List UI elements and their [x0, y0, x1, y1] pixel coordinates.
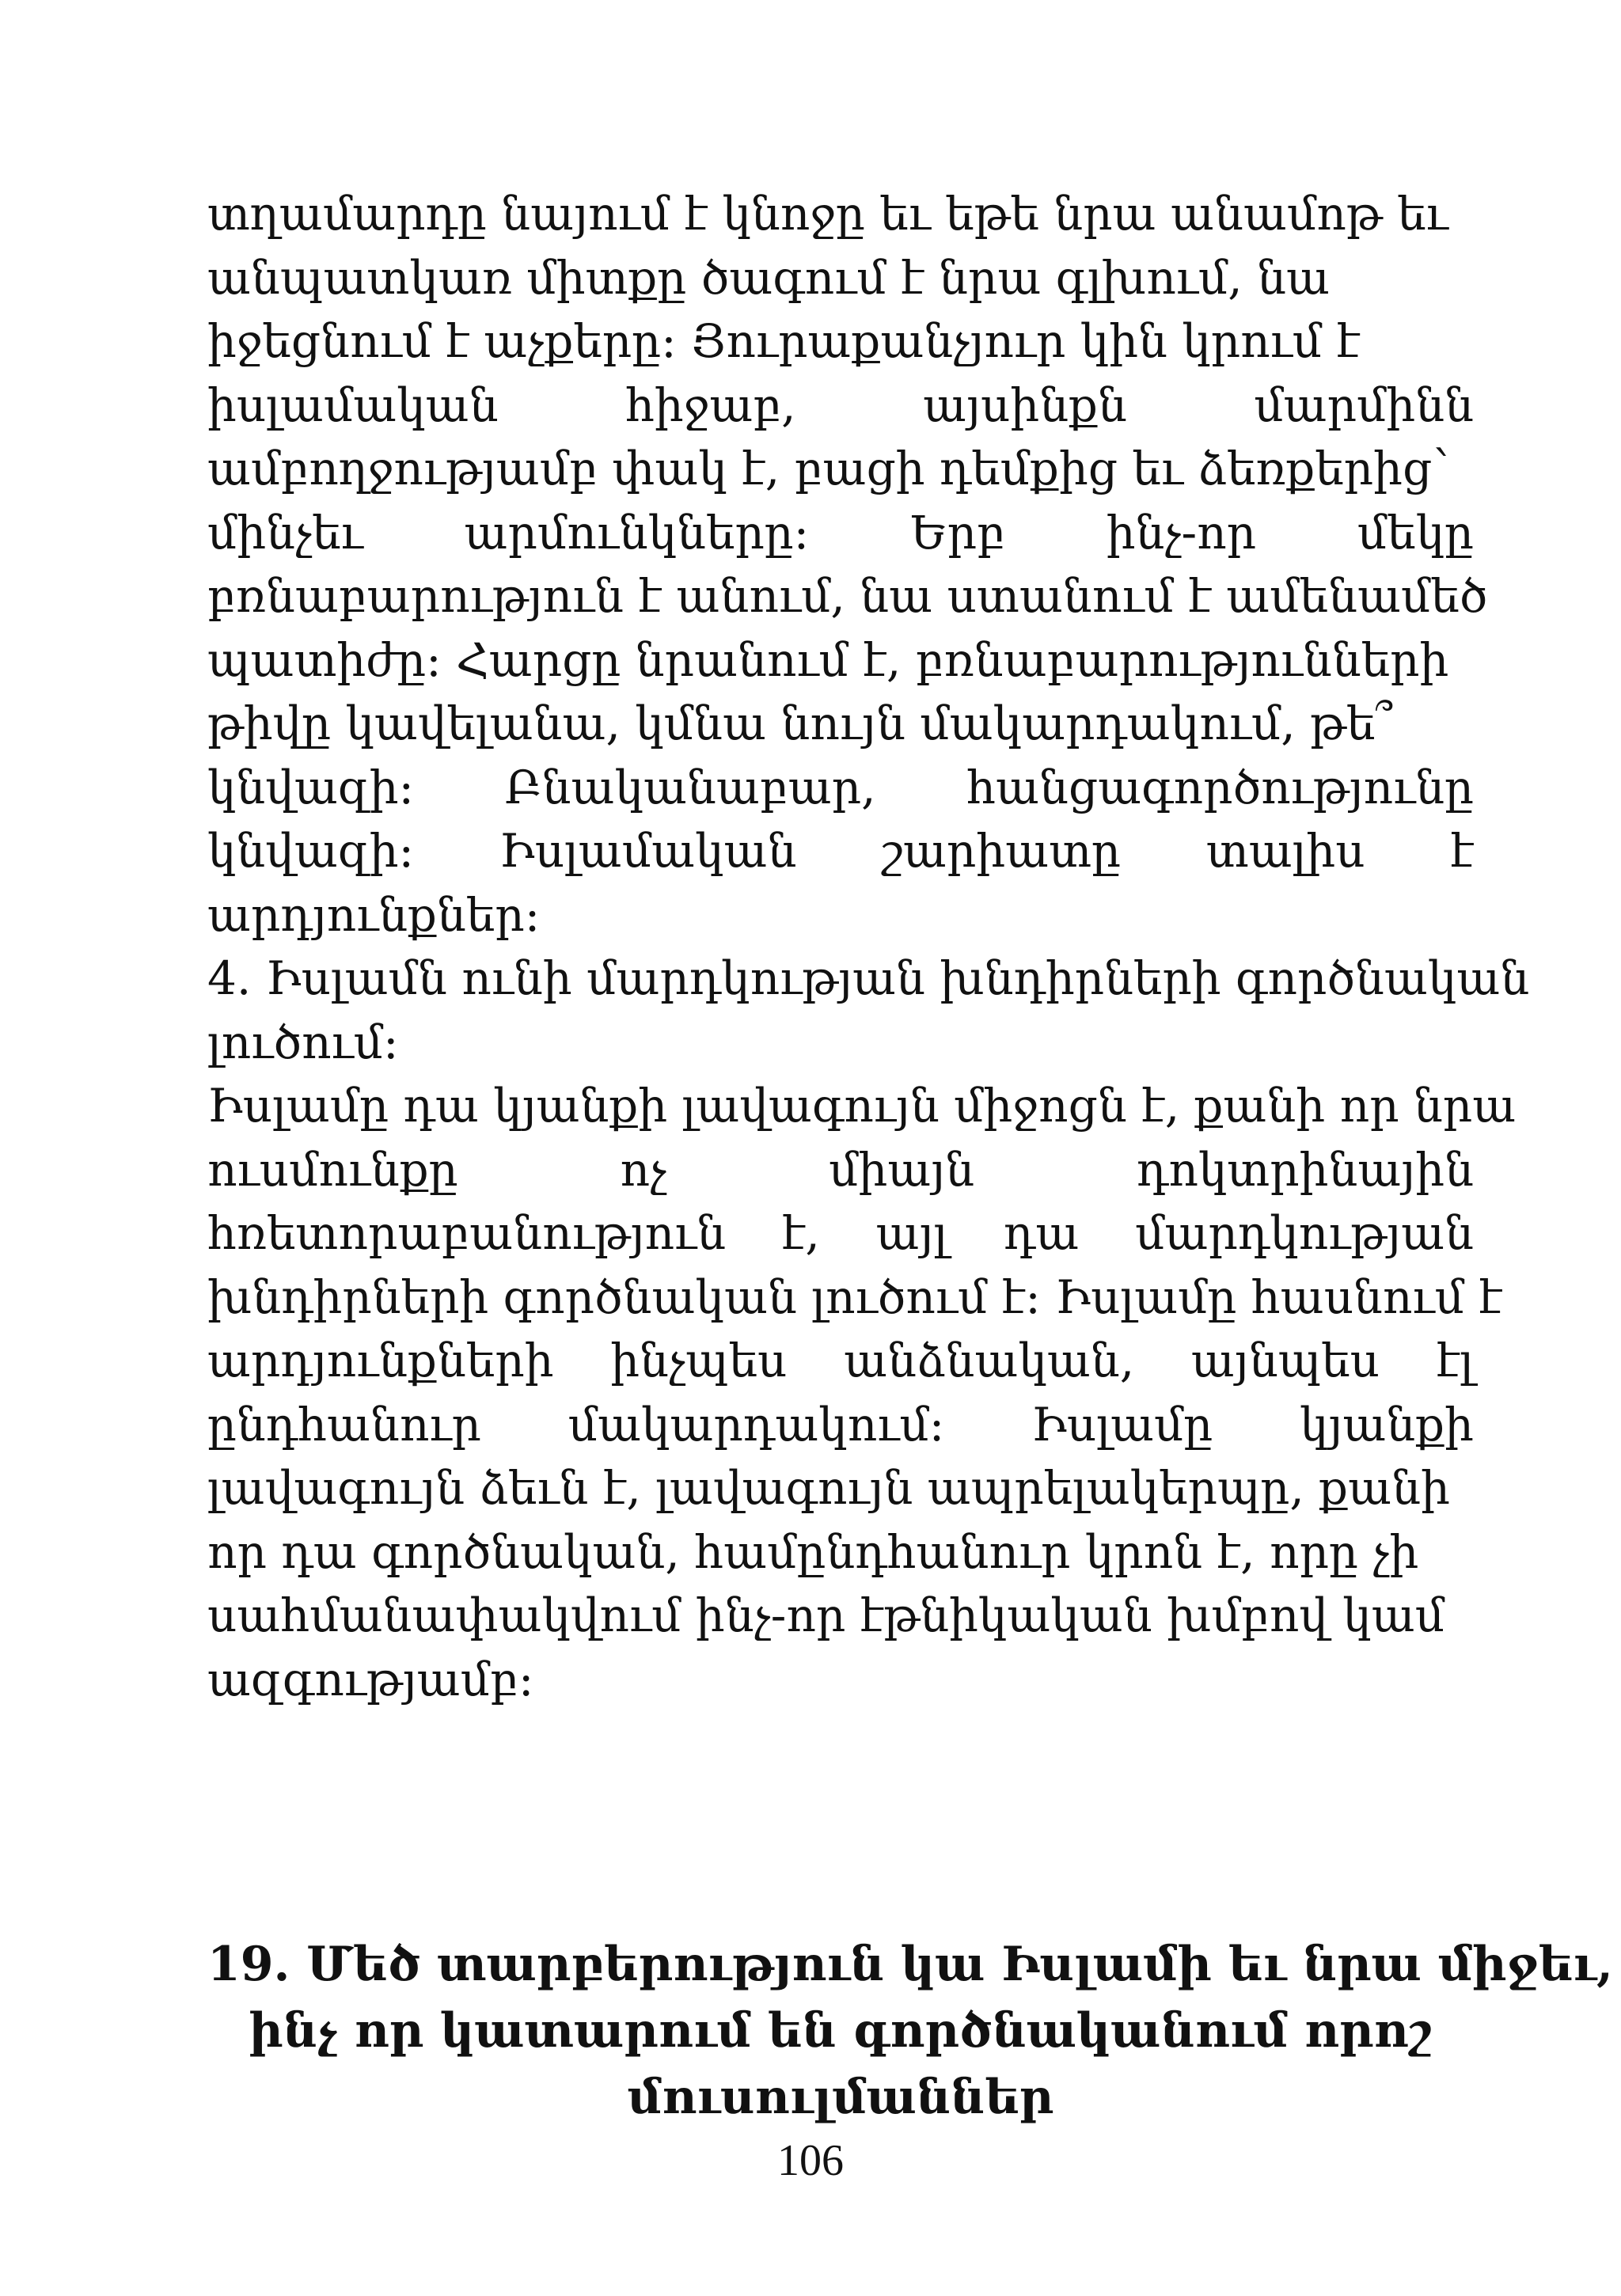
word: կյանքի — [1300, 1397, 1474, 1452]
word: մակարդակում: — [568, 1397, 945, 1452]
word: անձնական, — [844, 1334, 1135, 1387]
text-line — [207, 1201, 1474, 1266]
word: ուսմունքը — [207, 1142, 458, 1197]
word: Բնականաբար, — [504, 760, 876, 814]
word: հիջաբ, — [625, 378, 796, 432]
text-line: բռնաբարություն է անում, նա ստանում է ամենամեծ — [207, 569, 1488, 623]
word: ոչ — [620, 1142, 667, 1197]
text-line — [207, 374, 1474, 438]
word: այսինքն — [923, 378, 1127, 432]
word: հանցագործությունը — [966, 760, 1474, 814]
word: կնվազի: — [207, 760, 415, 814]
text-line: 4. Իսլամն ունի մարդկության խնդիրների գործնական — [207, 951, 1530, 1005]
text-line: պատիժը: Հարցը նրանում է, բռնաբարությունների — [207, 632, 1449, 687]
word: կնվազի: — [207, 824, 415, 878]
text-line: ազգությամբ: — [207, 1652, 534, 1706]
word: Երբ — [909, 505, 1005, 560]
word: մարդկության — [1135, 1206, 1474, 1260]
word: մինչեւ — [207, 505, 363, 560]
body-text — [207, 182, 1530, 1711]
word: դոկտրինային — [1137, 1142, 1474, 1197]
text-line: թիվը կավելանա, կմնա նույն մակարդակում, թե՞ — [207, 696, 1393, 750]
heading-line: ինչ որ կատարում են գործնականում որոշ — [249, 2003, 1433, 2059]
text-line: լավագույն ձեւն է, լավագույն ապրելակերպը, քանի — [207, 1461, 1450, 1515]
text-line — [207, 1138, 1474, 1202]
word: էլ — [1436, 1334, 1474, 1387]
word: իսլամական — [207, 378, 499, 432]
text-line — [207, 819, 1474, 883]
word: արդյունքների — [207, 1334, 554, 1387]
word: ինչ-որ — [1106, 505, 1257, 560]
text-line — [207, 756, 1474, 820]
word: այլ — [875, 1206, 948, 1260]
word: մեկը — [1357, 505, 1474, 560]
text-line: սահմանափակվում ինչ-որ էթնիկական խմբով կամ — [207, 1588, 1445, 1642]
text-line: լուծում: — [207, 1015, 399, 1069]
text-line — [207, 1329, 1474, 1393]
text-line: Իսլամը դա կյանքի լավագույն միջոցն է, քանի որ նրա — [207, 1079, 1517, 1133]
text-line: խնդիրների գործնական լուծում է: Իսլամը հասնում է — [207, 1269, 1502, 1324]
word: միայն — [829, 1142, 975, 1197]
word: Իսլամը — [1031, 1397, 1213, 1452]
heading-line: 19. Մեծ տարբերություն կա Իսլամի եւ նրա միջեւ, — [207, 1937, 1613, 1992]
page-number: 106 — [777, 2136, 844, 2185]
word: այնպես — [1190, 1334, 1380, 1387]
word: շարիատը — [882, 824, 1122, 878]
text-line — [207, 1393, 1474, 1457]
word: մարմինն — [1254, 378, 1474, 432]
word: է, — [781, 1206, 820, 1260]
text-line: ամբողջությամբ փակ է, բացի դեմքից եւ ձեռքերից՝ — [207, 442, 1449, 495]
text-line: անպատկառ միտքը ծագում է նրա գլխում, նա — [207, 250, 1331, 305]
text-line — [207, 501, 1474, 565]
word: ընդհանուր — [207, 1397, 481, 1452]
word: ինչպես — [610, 1334, 788, 1387]
text-line: որ դա գործնական, համընդհանուր կրոն է, որը չի — [207, 1524, 1419, 1579]
word: դա — [1004, 1206, 1080, 1260]
text-line: տղամարդը նայում է կնոջը եւ եթե նրա անամոթ եւ — [207, 187, 1448, 241]
word: հռետորաբանություն — [207, 1206, 727, 1260]
text-line: իջեցնում է աչքերը: Յուրաքանչյուր կին կրում է — [207, 314, 1361, 368]
word: Իսլամական — [499, 824, 797, 878]
word: արմունկները: — [464, 505, 810, 560]
text-line: արդյունքներ: — [207, 887, 541, 942]
heading-line: մուսուլմաններ — [627, 2070, 1054, 2125]
word: տալիս — [1205, 824, 1365, 878]
section-heading — [207, 1931, 1613, 2131]
word: է — [1450, 824, 1474, 878]
